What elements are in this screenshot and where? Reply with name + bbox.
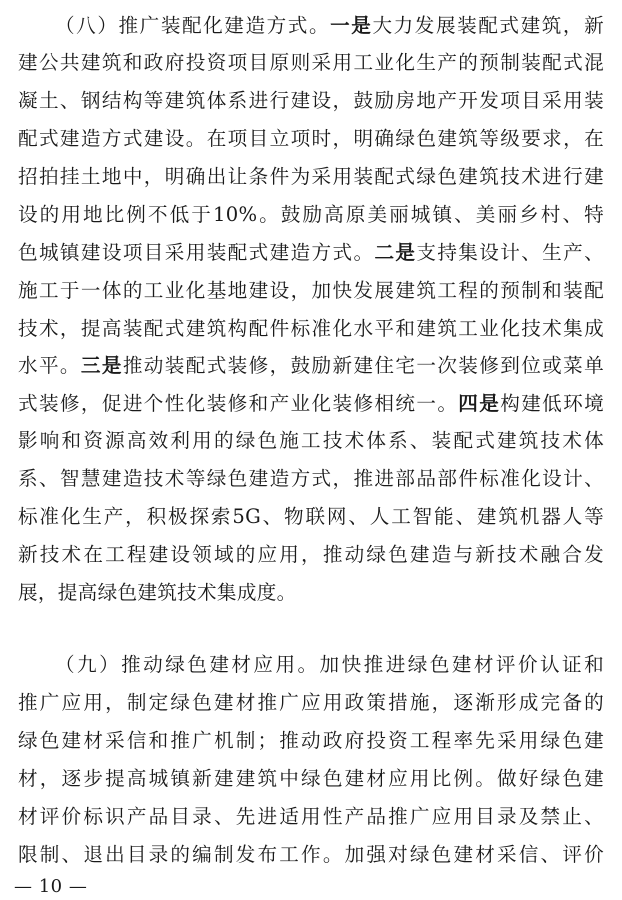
- section8-text-11b: 构建低环境: [500, 392, 604, 415]
- section9-line-5: 材评价标识产品目录、先进适用性产品推广应用目录及禁止、: [18, 805, 604, 828]
- section8-line-6: 设的用地比例不低于10%。鼓励高原美丽城镇、美丽乡村、特: [18, 203, 604, 226]
- section8-line-14: 标准化生产，积极探索5G、物联网、人工智能、建筑机器人等: [18, 505, 604, 528]
- section9-line-2: 推广应用，制定绿色建材推广应用政策措施，逐渐形成完备的: [18, 691, 604, 714]
- section8-text-7b: 支持集设计、生产、: [416, 241, 604, 264]
- section8-line-4: 配式建造方式建设。在项目立项时，明确绿色建筑等级要求，在: [18, 127, 604, 150]
- section8-text-11: 式装修，促进个性化装修和产业化装修相统一。: [18, 392, 459, 415]
- section8-line-2: 建公共建筑和政府投资项目原则采用工业化生产的预制装配式混: [18, 51, 604, 74]
- section8-text-10: 水平。: [18, 354, 81, 377]
- section8-line-12: 影响和资源高效利用的绿色施工技术体系、装配式建筑技术体: [18, 429, 604, 452]
- section9-line-3: 绿色建材采信和推广机制；推动政府投资工程率先采用绿色建: [18, 729, 604, 752]
- section8-line-8: 施工于一体的工业化基地建设，加快发展建筑工程的预制和装配: [18, 279, 604, 302]
- section8-line-9: 技术，提高装配式建筑构配件标准化水平和建筑工业化技术集成: [18, 317, 604, 340]
- bold-marker-2: 二是: [374, 241, 417, 264]
- section8-text-7: 色城镇建设项目采用装配式建造方式。: [18, 241, 375, 264]
- section8-text-10b: 推动装配式装修，鼓励新建住宅一次装修到位或菜单: [122, 354, 604, 377]
- section8-line-16: 展，提高绿色建筑技术集成度。: [18, 581, 297, 604]
- section8-line-10: [18, 349, 604, 383]
- section8-line-5: 招拍挂土地中，明确出让条件为采用装配式绿色建筑技术进行建: [18, 165, 604, 188]
- section9-line-6: 限制、退出目录的编制发布工作。加强对绿色建材采信、评价: [18, 843, 604, 866]
- section8-line-7: [18, 236, 604, 270]
- bold-marker-4: 四是: [458, 392, 501, 415]
- section8-text-1: 大力发展装配式建筑，新: [372, 14, 604, 37]
- bold-marker-3: 三是: [80, 354, 123, 377]
- section9-line-1: （九）推动绿色建材应用。加快推进绿色建材评价认证和: [55, 653, 604, 676]
- section8-line-15: 新技术在工程建设领域的应用，推动绿色建造与新技术融合发: [18, 543, 604, 566]
- section9-line-4: 材，逐步提高城镇新建建筑中绿色建材应用比例。做好绿色建: [18, 767, 604, 790]
- section8-heading: （八）推广装配化建造方式。: [55, 14, 331, 37]
- section8-line-1: [55, 9, 604, 43]
- section8-line-11: [18, 387, 604, 421]
- bold-marker-1: 一是: [330, 14, 373, 37]
- section8-line-13: 系、智慧建造技术等绿色建造方式，推进部品部件标准化设计、: [18, 467, 604, 490]
- page-number: — 10 —: [14, 876, 88, 897]
- section8-line-3: 凝土、钢结构等建筑体系进行建设，鼓励房地产开发项目采用装: [18, 89, 604, 112]
